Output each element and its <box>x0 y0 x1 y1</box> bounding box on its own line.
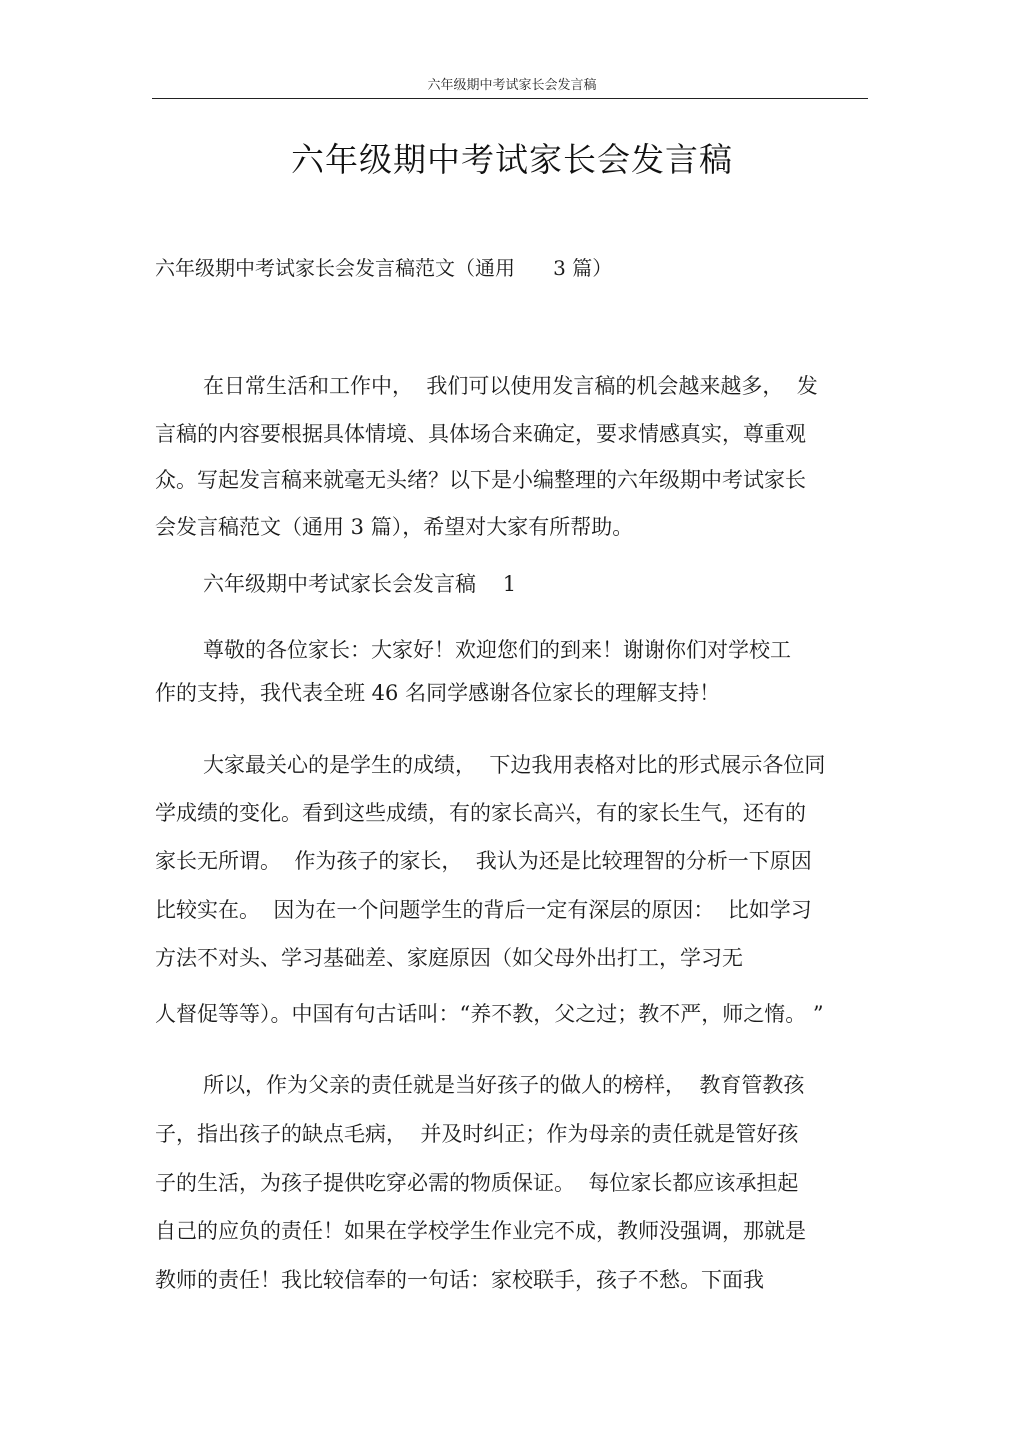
paragraph-line: 会发言稿范文（通用 3 篇），希望对大家有所帮助。 <box>155 515 634 539</box>
paragraph-line: 大家最关心的是学生的成绩， 下边我用表格对比的形式展示各位同 <box>203 753 826 777</box>
document-subtitle: 六年级期中考试家长会发言稿范文（通用 3 篇） <box>155 256 613 280</box>
paragraph-line: 学成绩的变化。看到这些成绩，有的家长高兴，有的家长生气，还有的 <box>155 801 806 825</box>
paragraph-line: 比较实在。 因为在一个问题学生的背后一定有深层的原因： 比如学习 <box>155 898 812 922</box>
running-header: 六年级期中考试家长会发言稿 <box>427 78 597 93</box>
paragraph-line: 作的支持，我代表全班 46 名同学感谢各位家长的理解支持！ <box>155 681 721 705</box>
paragraph-line: 众。写起发言稿来就毫无头绪？以下是小编整理的六年级期中考试家长 <box>155 468 806 492</box>
paragraph-line: 在日常生活和工作中， 我们可以使用发言稿的机会越来越多， 发 <box>203 374 818 398</box>
paragraph-line: 子的生活，为孩子提供吃穿必需的物质保证。 每位家长都应该承担起 <box>155 1171 799 1195</box>
section-heading: 六年级期中考试家长会发言稿 1 <box>203 572 517 596</box>
paragraph-line: 子，指出孩子的缺点毛病， 并及时纠正；作为母亲的责任就是管好孩 <box>155 1122 799 1146</box>
paragraph-line: 家长无所谓。 作为孩子的家长， 我认为还是比较理智的分析一下原因 <box>155 849 812 873</box>
paragraph-line: 教师的责任！我比较信奉的一句话：家校联手，孩子不愁。下面我 <box>155 1268 764 1292</box>
header-divider <box>152 98 868 99</box>
document-title: 六年级期中考试家长会发言稿 <box>291 140 733 179</box>
paragraph-line: 所以，作为父亲的责任就是当好孩子的做人的榜样， 教育管教孩 <box>203 1073 805 1097</box>
paragraph-line: 人督促等等）。中国有句古话叫：“养不教，父之过；教不严，师之惰。 ” <box>155 1002 824 1026</box>
paragraph-line: 方法不对头、学习基础差、家庭原因（如父母外出打工，学习无 <box>155 946 743 970</box>
paragraph-line: 尊敬的各位家长：大家好！欢迎您们的到来！谢谢你们对学校工 <box>203 638 791 662</box>
paragraph-line: 言稿的内容要根据具体情境、具体场合来确定，要求情感真实，尊重观 <box>155 422 806 446</box>
paragraph-line: 自己的应负的责任！如果在学校学生作业完不成，教师没强调，那就是 <box>155 1219 806 1243</box>
